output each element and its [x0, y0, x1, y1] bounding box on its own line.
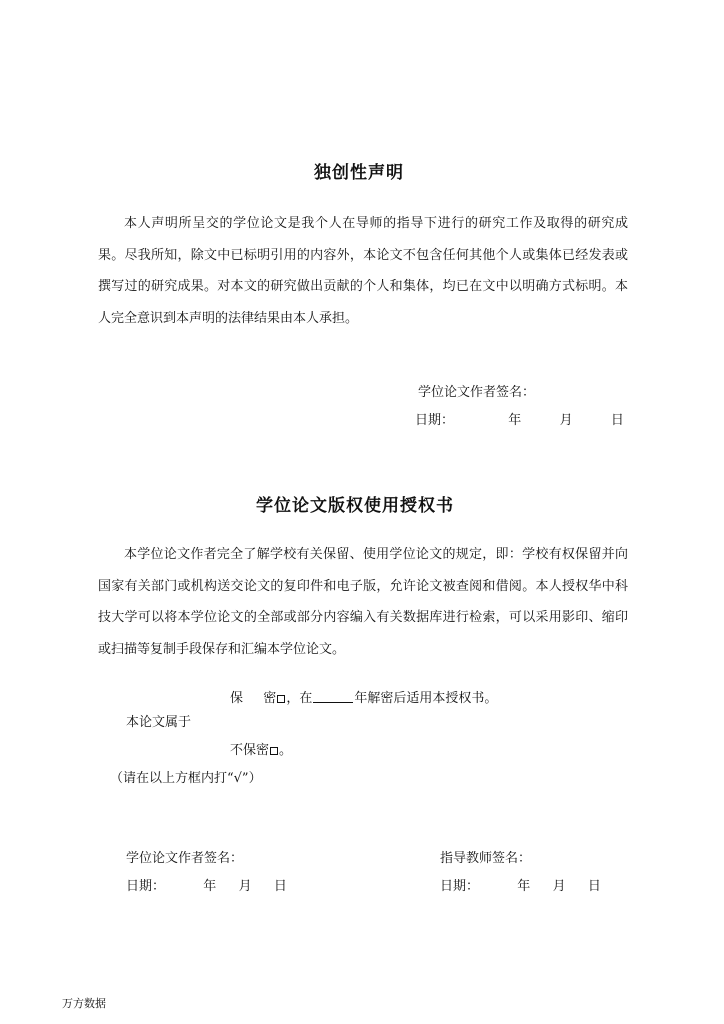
not-secret-checkbox[interactable] — [270, 747, 278, 755]
advisor-date-row — [440, 875, 601, 894]
month-label: 月 — [552, 879, 566, 894]
year-blank[interactable] — [313, 690, 353, 703]
declaration-body — [98, 208, 628, 334]
instruction-text: （请在以上方框内打“√”） — [110, 771, 262, 786]
wanfang-watermark: 万方数据 — [62, 997, 106, 1010]
declaration-signature-label: 学位论文作者签名： — [418, 385, 536, 400]
authorization-title: 学位论文版权使用授权书 — [256, 496, 454, 516]
author-date-row — [126, 875, 287, 894]
secret-label-4: 年解密后适用本授权书。 — [354, 691, 498, 706]
belongs-label: 本论文属于 — [126, 715, 192, 730]
year-label: 年 — [508, 413, 522, 428]
declaration-paragraph: 本人声明所呈交的学位论文是我个人在导师的指导下进行的研究工作及取得的研究成果。尽我所知，除文中已标明引用的内容外，本论文不包含任何其他个人或集体已经发表或撰写过的研究成果。对本文的研究做出贡献的个人和集体，均已在文中以明确方式标明。本人完全意识到本声明的法律结果由本人承担。 — [98, 216, 628, 326]
not-secret-row — [230, 739, 292, 758]
not-secret-end: 。 — [279, 743, 293, 758]
day-label: 日 — [587, 879, 601, 894]
year-label: 年 — [203, 879, 217, 894]
not-secret-label: 不保密 — [230, 743, 270, 758]
day-label: 日 — [610, 413, 624, 428]
authorization-paragraph: 本学位论文作者完全了解学校有关保留、使用学位论文的规定，即：学校有权保留并向国家有关部门或机构送交论文的复印件和电子版，允许论文被查阅和借阅。本人授权华中科技大学可以将本学位论文的全部或部分内容编入有关数据库进行检索，可以采用影印、缩印或扫描等复制手段保存和汇编本学位论文。 — [98, 547, 628, 657]
secret-label-1: 保 — [230, 691, 244, 706]
secret-label-3: ，在 — [286, 691, 313, 706]
declaration-date-row — [415, 409, 624, 428]
month-label: 月 — [559, 413, 573, 428]
secret-label-2: 密 — [263, 691, 277, 706]
date-label: 日期： — [440, 879, 480, 894]
authorization-body — [98, 539, 628, 665]
secret-checkbox[interactable] — [277, 695, 285, 703]
year-label: 年 — [517, 879, 531, 894]
day-label: 日 — [273, 879, 287, 894]
date-label: 日期： — [126, 879, 166, 894]
month-label: 月 — [238, 879, 252, 894]
secret-row — [230, 687, 497, 706]
advisor-signature-label: 指导教师签名： — [440, 851, 532, 866]
declaration-title: 独创性声明 — [314, 163, 404, 183]
date-label: 日期： — [415, 413, 455, 428]
author-signature-label: 学位论文作者签名： — [126, 851, 244, 866]
